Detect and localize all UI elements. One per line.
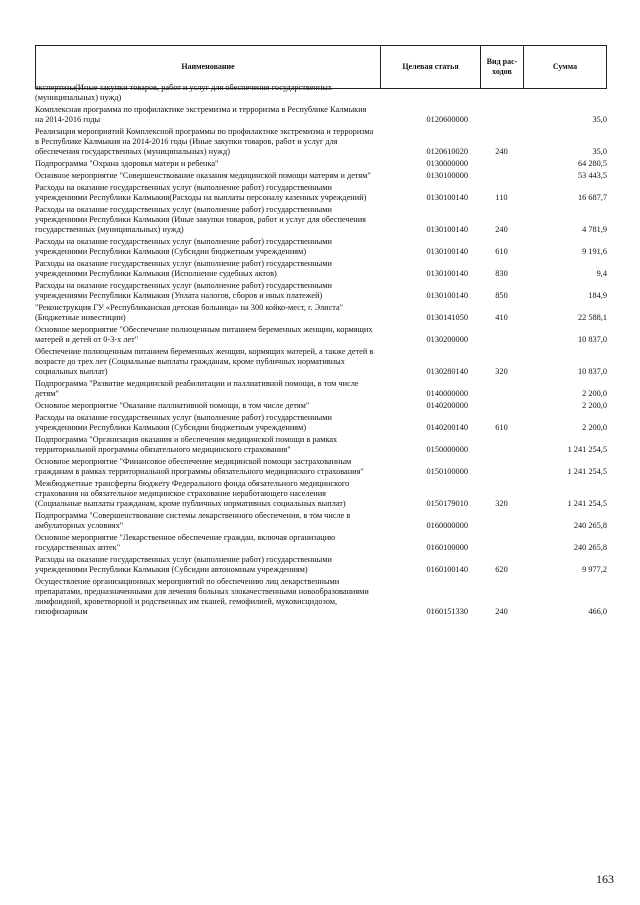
row-code: 0130100140 <box>426 291 468 300</box>
table-row <box>35 259 607 279</box>
row-name: "Реконструкция ГУ «Республиканская детская больница» на 300 койко-мест, г. Элиста" (Бюджетные инвестиции) <box>35 303 344 322</box>
row-name: Подпрограмма "Совершенствование системы лекарственного обеспечения, в том числе в амбулаторных условиях" <box>35 511 351 530</box>
table-row <box>35 159 607 169</box>
table-row <box>35 435 607 455</box>
row-code: 0160151330 <box>426 607 468 616</box>
row-code: 0160100140 <box>426 565 468 574</box>
row-code: 0140000000 <box>426 389 468 398</box>
row-name: Расходы на оказание государственных услуг (выполнение работ) государственными учреждениями Республики Калмыкия (Субсидии бюджетным учреждениям) <box>35 413 332 432</box>
table-row <box>35 205 607 235</box>
table-row <box>35 183 607 203</box>
row-name: Основное мероприятие "Финансовое обеспечение медицинской помощи застрахованным гражданам в рамках территориальной программы обязательного медицинского страхования" <box>35 457 364 476</box>
row-sum: 466,0 <box>588 607 607 616</box>
row-vid: 850 <box>495 291 508 300</box>
row-code: 0130141050 <box>426 313 468 322</box>
row-sum: 2 200,0 <box>582 423 607 432</box>
table-row <box>35 171 607 181</box>
table-row <box>35 413 607 433</box>
table-row <box>35 105 607 125</box>
row-name: Подпрограмма "Развитие медицинской реабилитации и паллиативной помощи, в том числе детям" <box>35 379 359 398</box>
row-code: 0150000000 <box>426 445 468 454</box>
row-name: Основное мероприятие "Оказание паллиативной помощи, в том числе детям" <box>35 401 310 410</box>
row-vid: 240 <box>495 225 508 234</box>
row-vid: 240 <box>495 147 508 156</box>
row-vid: 110 <box>495 193 508 202</box>
row-sum: 10 837,0 <box>577 335 607 344</box>
row-sum: 35,0 <box>592 147 607 156</box>
row-sum: 35,0 <box>592 115 607 124</box>
header-sum: Сумма <box>523 46 607 88</box>
row-name: Обеспечение полноценным питанием беременных женщин, кормящих матерей, а также детей в возрасте до трех лет (Социальные выплаты гражданам, кроме публичных нормативных социальных выплат) <box>35 347 374 376</box>
row-code: 0160000000 <box>426 521 468 530</box>
table-row <box>35 401 607 411</box>
row-sum: 9,4 <box>596 269 607 278</box>
row-name: Расходы на оказание государственных услуг (выполнение работ) государственными учреждениями Республики Калмыкия (Исполнение судебных актов) <box>35 259 332 278</box>
row-sum: 4 781,9 <box>582 225 607 234</box>
table-row <box>35 303 607 323</box>
row-sum: 1 241 254,5 <box>567 467 607 476</box>
row-sum: 16 687,7 <box>577 193 607 202</box>
row-code: 0130280140 <box>426 367 468 376</box>
row-vid: 830 <box>495 269 508 278</box>
row-name: Подпрограмма "Охрана здоровья матери и ребенка" <box>35 159 219 168</box>
row-sum: 2 200,0 <box>582 389 607 398</box>
row-sum: 9 977,2 <box>582 565 607 574</box>
row-name: Подпрограмма "Организация оказания и обеспечения медицинской помощи в рамках территориальной программы обязательного медицинского страхования" <box>35 435 338 454</box>
table-row <box>35 127 607 157</box>
row-name: экспертизы(Иные закупки товаров, работ и услуг для обеспечения государственных (муниципальных) нужд) <box>35 83 332 102</box>
row-sum: 9 191,6 <box>582 247 607 256</box>
row-sum: 184,9 <box>588 291 607 300</box>
row-code: 0130100140 <box>426 247 468 256</box>
row-code: 0140200000 <box>426 401 468 410</box>
table-row <box>35 347 607 377</box>
row-name: Расходы на оказание государственных услуг (выполнение работ) государственными учреждениями Республики Калмыкия (Субсидии автономным учреждениям) <box>35 555 332 574</box>
page-number: 163 <box>596 872 614 886</box>
row-code: 0160100000 <box>426 543 468 552</box>
header-vid: Вид рас-ходов <box>480 46 523 88</box>
row-code: 0140200140 <box>426 423 468 432</box>
row-name: Расходы на оказание государственных услуг (выполнение работ) государственными учреждениями Республики Калмыкия (Уплата налогов, сборов и иных платежей) <box>35 281 332 300</box>
row-sum: 1 241 254,5 <box>567 445 607 454</box>
row-code: 0130100140 <box>426 225 468 234</box>
row-vid: 320 <box>495 499 508 508</box>
table-row <box>35 457 607 477</box>
row-code: 0150179010 <box>426 499 468 508</box>
table-row <box>35 555 607 575</box>
header-code: Целевая статья <box>380 46 480 88</box>
table-row <box>35 511 607 531</box>
row-name: Основное мероприятие "Совершенствование оказания медицинской помощи матерям и детям" <box>35 171 371 180</box>
row-name: Расходы на оказание государственных услуг (выполнение работ) государственными учреждениями Республики Калмыкия (Иные закупки товаров, работ и услуг для обеспечения государственных (муниципальных) нужд) <box>35 205 366 234</box>
table-row <box>35 237 607 257</box>
row-vid: 610 <box>495 423 508 432</box>
row-code: 0130100140 <box>426 193 468 202</box>
row-name: Расходы на оказание государственных услуг (выполнение работ) государственными учреждениями Республики Калмыкия (Субсидии бюджетным учреждениям) <box>35 237 332 256</box>
row-code: 0120600000 <box>426 115 468 124</box>
row-sum: 64 280,5 <box>577 159 607 168</box>
row-code: 0130200000 <box>426 335 468 344</box>
row-name: Межбюджетные трансферты бюджету Федерального фонда обязательного медицинского страхования на обязательное медицинское страхование неработающего населения (Социальные выплаты гражданам, кроме публичных нормативных социальных выплат) <box>35 479 350 508</box>
row-name: Осуществление организационных мероприятий по обеспечению лиц лекарственными препаратами, предназначенными для лечения больных злокачественными новообразованиями лимфоидной, кроветворной и родственных им тканей, гемофилией, муковисцидозом, гипофизарным <box>35 577 369 616</box>
row-code: 0130100140 <box>426 269 468 278</box>
row-vid: 410 <box>495 313 508 322</box>
row-sum: 2 200,0 <box>582 401 607 410</box>
table-row <box>35 533 607 553</box>
table-row <box>35 325 607 345</box>
row-vid: 620 <box>495 565 508 574</box>
row-sum: 10 837,0 <box>577 367 607 376</box>
row-name: Расходы на оказание государственных услуг (выполнение работ) государственными учреждениями Республики Калмыкия(Расходы на выплаты персоналу казенных учреждений) <box>35 183 367 202</box>
row-vid: 610 <box>495 247 508 256</box>
table-row <box>35 379 607 399</box>
table-row <box>35 479 607 509</box>
header-name: Наименование <box>35 46 380 88</box>
row-sum: 240 265,8 <box>573 521 607 530</box>
row-vid: 320 <box>495 367 508 376</box>
row-sum: 53 443,5 <box>577 171 607 180</box>
row-name: Комплексная программа по профилактике экстремизма и терроризма в Республике Калмыкия на 2014-2016 годы <box>35 105 367 124</box>
row-code: 0150100000 <box>426 467 468 476</box>
row-sum: 240 265,8 <box>573 543 607 552</box>
row-sum: 22 588,1 <box>577 313 607 322</box>
row-name: Основное мероприятие "Обеспечение полноценным питанием беременных женщин, кормящих матерей и детей от 0-3-х лет" <box>35 325 373 344</box>
row-code: 0130100000 <box>426 171 468 180</box>
row-code: 0120610020 <box>426 147 468 156</box>
table-row <box>35 83 607 103</box>
table-body <box>35 83 607 619</box>
row-name: Основное мероприятие "Лекарственное обеспечение граждан, включая организацию государственных аптек" <box>35 533 336 552</box>
row-sum: 1 241 254,5 <box>567 499 607 508</box>
row-code: 0130000000 <box>426 159 468 168</box>
table-row <box>35 281 607 301</box>
row-name: Реализация мероприятий Комплексной программы по профилактике экстремизма и терроризма в Республике Калмыкия на 2014-2016 годы (Иные закупки товаров, работ и услуг для обеспечения государственных (муниципальных) нужд) <box>35 127 374 156</box>
row-vid: 240 <box>495 607 508 616</box>
table-row <box>35 577 607 617</box>
